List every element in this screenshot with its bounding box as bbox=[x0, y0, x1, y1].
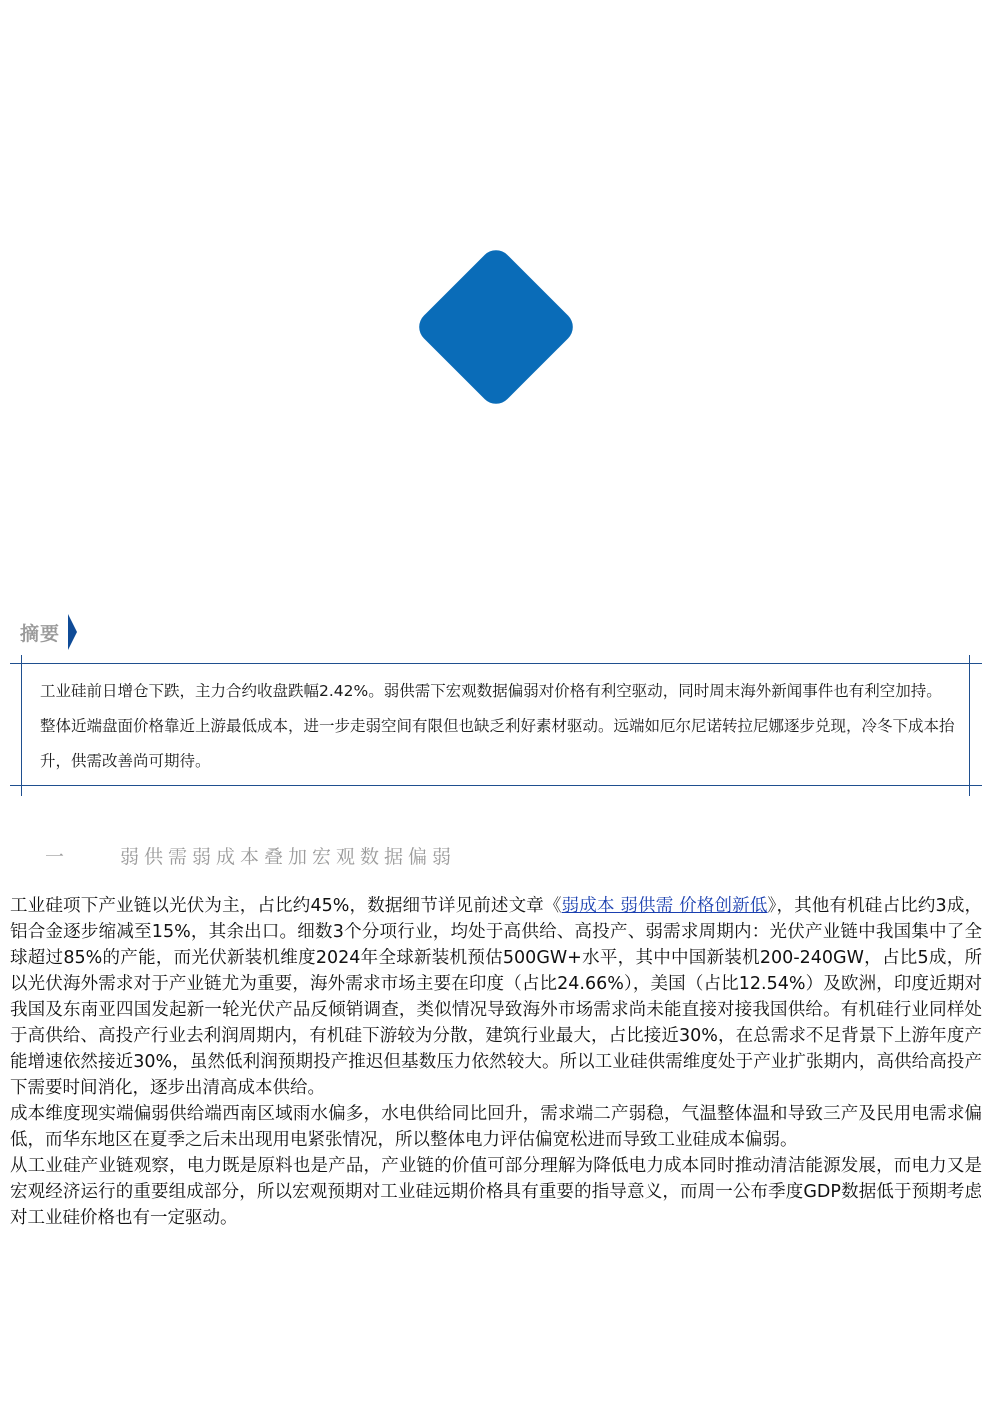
abstract-text: 工业硅前日增仓下跌，主力合约收盘跌幅2.42%。弱供需下宏观数据偏弱对价格有利空驱动，同时周末海外新闻事件也有利空加持。整体近端盘面价格靠近上游最低成本，进一步走弱空间有限但也缺乏利好素材驱动。远端如厄尔尼诺转拉尼娜逐步兑现，冷冬下成本抬升，供需改善尚可期待。 bbox=[40, 682, 955, 770]
paragraph: 成本维度现实端偏弱供给端西南区域雨水偏多，水电供给同比回升，需求端二产弱稳，气温整体温和导致三产及民用电需求偏低，而华东地区在夏季之后未出现用电紧张情况，所以整体电力评估偏宽松进而导致工业硅成本偏弱。 bbox=[10, 1104, 982, 1150]
paragraph: 从工业硅产业链观察，电力既是原料也是产品，产业链的价值可部分理解为降低电力成本同时推动清洁能源发展，而电力又是宏观经济运行的重要组成部分，所以宏观预期对工业硅远期价格具有重要的指导意义，而周一公布季度GDP数据低于预期考虑对工业硅价格也有一定驱动。 bbox=[10, 1156, 982, 1228]
paragraph bbox=[10, 893, 982, 1101]
section-heading bbox=[45, 842, 456, 869]
section-title: 弱供需弱成本叠加宏观数据偏弱 bbox=[120, 846, 457, 868]
chevron-right-icon bbox=[68, 614, 77, 650]
abstract-title: 摘要 bbox=[20, 622, 61, 645]
paragraph-text: 工业硅项下产业链以光伏为主，占比约45%，数据细节详见前述文章《 bbox=[10, 896, 562, 916]
paragraph-text: 》，其他有机硅占比约3成，铝合金逐步缩减至15%，其余出口。细数3个分项行业，均处于高供给、高投产、弱需求周期内：光伏产业链中我国集中了全球超过85%的产能，而光伏新装机维度2024年全球新装机预估500GW+水平，其中中国新装机200-240GW，占比5成，所以光伏海外需求对于产业链尤为重要，海外需求市场主要在印度（占比24.66%），美国（占比12.54%）及欧洲，印度近期对我国及东南亚四国发起新一轮光伏产品反倾销调查，类似情况导致海外市场需求尚未能直接对接我国供给。有机硅行业同样处于高供给、高投产行业去利润周期内，有机硅下游较为分散，建筑行业最大，占比接近30%，在总需求不足背景下上游年度产能增速依然接近30%，虽然低利润预期投产推迟但基数压力依然较大。所以工业硅供需维度处于产业扩张期内，高供给高投产下需要时间消化，逐步出清高成本供给。 bbox=[10, 896, 982, 1098]
abstract-frame-right bbox=[969, 655, 970, 796]
abstract-heading bbox=[20, 614, 77, 650]
article-body bbox=[10, 893, 982, 1231]
abstract-frame-top bbox=[10, 663, 982, 664]
company-logo-diamond bbox=[413, 244, 580, 411]
section-number: 一 bbox=[45, 846, 65, 868]
abstract-frame-left bbox=[21, 655, 22, 796]
article-link[interactable]: 弱成本 弱供需 价格创新低 bbox=[561, 896, 768, 916]
abstract-frame-bottom bbox=[10, 785, 982, 786]
